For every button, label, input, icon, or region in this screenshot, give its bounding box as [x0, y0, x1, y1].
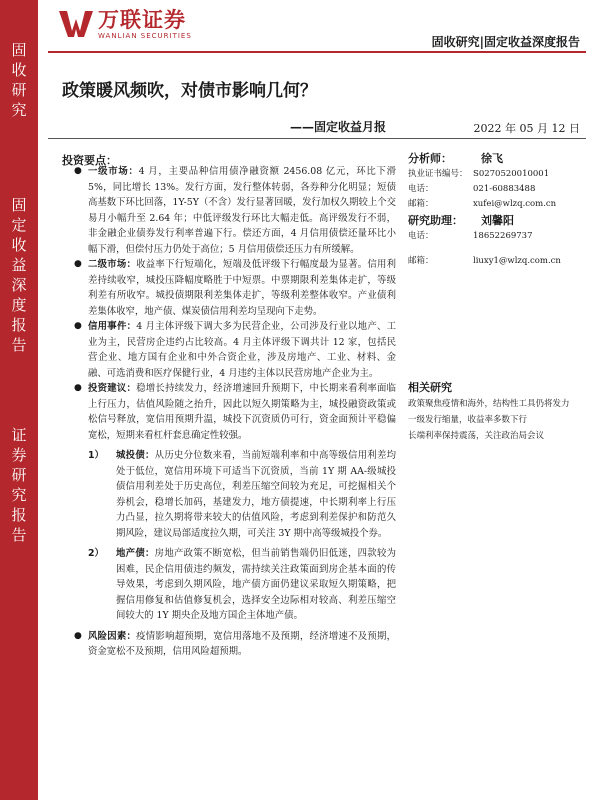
email-label: 邮箱： — [408, 199, 434, 209]
report-title: 政策暖风频吹，对债市影响几何？ — [62, 81, 317, 101]
assistant-phone: 18652269737 — [473, 231, 533, 241]
analyst-cert-row — [408, 167, 586, 182]
sub-point-text: 房地产政策不断宽松，但当前销售端仍旧低迷，四款较为困难，民企信用债违约频发，需持续关注政策面到房企基本面的传导效果，考虑到久期风险，地产债方面仍建议采取短久期策略，把握信用修复和估值修复机会，选择安全边际相对较高、利差压缩空间较大的 1Y 期央企及地方国企主体地产债。 — [116, 548, 396, 621]
analyst-row — [408, 150, 586, 167]
title-divider — [48, 138, 586, 139]
sidebar-label-research: 固 收 研 究 — [11, 41, 27, 119]
analyst-phone: 021-60883488 — [473, 184, 536, 194]
logo-w-icon — [58, 9, 94, 39]
analyst-phone-row — [408, 182, 586, 197]
sidebar-label-report-type: 固 定 收 益 深 度 报 告 — [11, 196, 27, 354]
related-research-item[interactable]: 一级发行缩量，收益率多数下行 — [408, 415, 528, 425]
key-point-text: 4 月，主要品种信用债净融资额 2456.08 亿元，环比下滑 5%，同比增长 13%。发行方面，发行整体转弱，各券种分化明显；短债高基数下环比回落，1Y-5Y（不含）发行显著回暖，发行加权久期较上个交易月小幅升至 2.64 年；中低评级发行环比大幅走低。高评级发行不弱，非金融企业债券发行利率普遍下行。偿还方面，4 月信用债偿还量环比小幅下滑，但偿付压力仍处于高位；5 月信用债偿还压力有所缓解。 — [88, 166, 396, 255]
sub-point-number: 2） — [88, 548, 104, 559]
related-research-item[interactable]: 政策聚焦疫情和海外，结构性工具仍将发力 — [408, 399, 570, 409]
related-research — [408, 380, 592, 444]
company-logo — [58, 8, 192, 40]
key-point-label: 一级市场： — [88, 166, 139, 177]
phone-label: 电话： — [408, 184, 434, 194]
assistant-email[interactable]: liuxy1@wlzq.com.cn — [473, 256, 561, 266]
key-point-text: 稳增长持续发力，经济增速回升预期下，中长期来看利率面临上行压力，估值风险随之抬升，因此以短久期策略为主，城投融资政策或松信号释放，宽信用预期升温，城投下沉资质仍可行，资金面预计平稳偏宽松，短期来看杠杆套息确定性较强。 — [88, 383, 396, 441]
document-type: 固收研究|固定收益深度报告 — [431, 35, 580, 49]
sub-point-text: 从历史分位数来看，当前短端利率和中高等级信用利差均处于低位，宽信用环境下可适当下沉资质，当前 1Y 期 AA-级城投债信用利差处于历史高位，利差压缩空间较为充足，可挖掘相关个券机会，稳增长加码，基建发力，地方债提速，中长期利率上行压力凸显，拉久期将带来较大的估值风险，考虑到利差保护和防范久期风险，建议局部适度拉久期，可关注 3Y 期中高等级城投个券。 — [116, 450, 396, 539]
key-point-item — [74, 164, 396, 257]
sidebar-label-securities: 证 券 研 究 报 告 — [11, 426, 27, 544]
header-divider — [48, 51, 586, 53]
sub-point-item — [88, 448, 396, 541]
key-point-item — [74, 319, 396, 381]
logo-chinese-name: 万联证券 — [98, 8, 186, 32]
report-date: 2022 年 05 月 12 日 — [473, 122, 580, 135]
sub-point-number: 1） — [88, 450, 104, 461]
sub-point-label: 城投债： — [116, 450, 155, 461]
risk-factors-text: 疫情影响超预期，宽信用落地不及预期，经济增速不及预期，资金宽松不及预期，信用风险超预期。 — [88, 630, 396, 657]
key-point-label: 投资建议： — [88, 383, 137, 394]
key-point-item — [74, 257, 396, 319]
sub-point-item — [88, 546, 396, 624]
key-point-item — [74, 381, 396, 443]
assistant-title-label: 研究助理： — [408, 214, 463, 227]
related-research-heading: 相关研究 — [408, 381, 452, 394]
key-points-body — [74, 164, 396, 660]
cert-number: S0270520010001 — [473, 169, 550, 179]
analyst-email-row — [408, 197, 586, 212]
assistant-phone-row — [408, 229, 586, 244]
risk-factors-item — [74, 629, 396, 660]
key-point-label: 二级市场： — [88, 259, 137, 270]
key-points-heading: 投资要点： — [62, 154, 117, 167]
cert-label: 执业证书编号： — [408, 169, 468, 179]
analyst-info — [408, 150, 586, 269]
analyst-title-label: 分析师： — [408, 152, 452, 165]
analyst-name: 徐飞 — [481, 152, 503, 165]
sub-point-label: 地产债： — [116, 548, 155, 559]
logo-english-name: WANLIAN SECURITIES — [98, 32, 192, 40]
key-point-text: 收益率下行短端化，短端及低评级下行幅度最为显著。信用利差持续收窄，城投压降幅度略胜于中短票。中票期限利差集体走扩，等级利差有所收窄。城投债期限利差集体走扩，等级利差整体收窄。产业债利差集体收窄，地产债、煤炭债信用利差均呈现向下走势。 — [88, 259, 396, 317]
risk-factors-label: 风险因素： — [88, 630, 137, 642]
report-subtitle: ——固定收益月报 — [290, 120, 387, 134]
analyst-email[interactable]: xufei@wlzq.com.cn — [473, 199, 557, 209]
sidebar — [0, 0, 38, 800]
assistant-email-row — [408, 254, 586, 269]
email-label: 邮箱： — [408, 256, 434, 266]
key-point-label: 信用事件： — [88, 321, 137, 332]
assistant-row — [408, 212, 586, 229]
phone-label: 电话： — [408, 231, 434, 241]
related-research-item[interactable]: 长端利率保持震荡，关注政治局会议 — [408, 431, 545, 441]
assistant-name: 刘馨阳 — [481, 214, 514, 227]
key-point-text: 4 月主体评级下调大多为民营企业，公司涉及行业以地产、工业为主，民营房企违约占比较高。4 月主体评级下调共计 12 家，包括民营企业、地方国有企业和中外合资企业，涉及房地产、工业、材料、金融、可选消费和医疗保健行业，4 月违约主体以民营房地产企业为主。 — [88, 321, 396, 379]
